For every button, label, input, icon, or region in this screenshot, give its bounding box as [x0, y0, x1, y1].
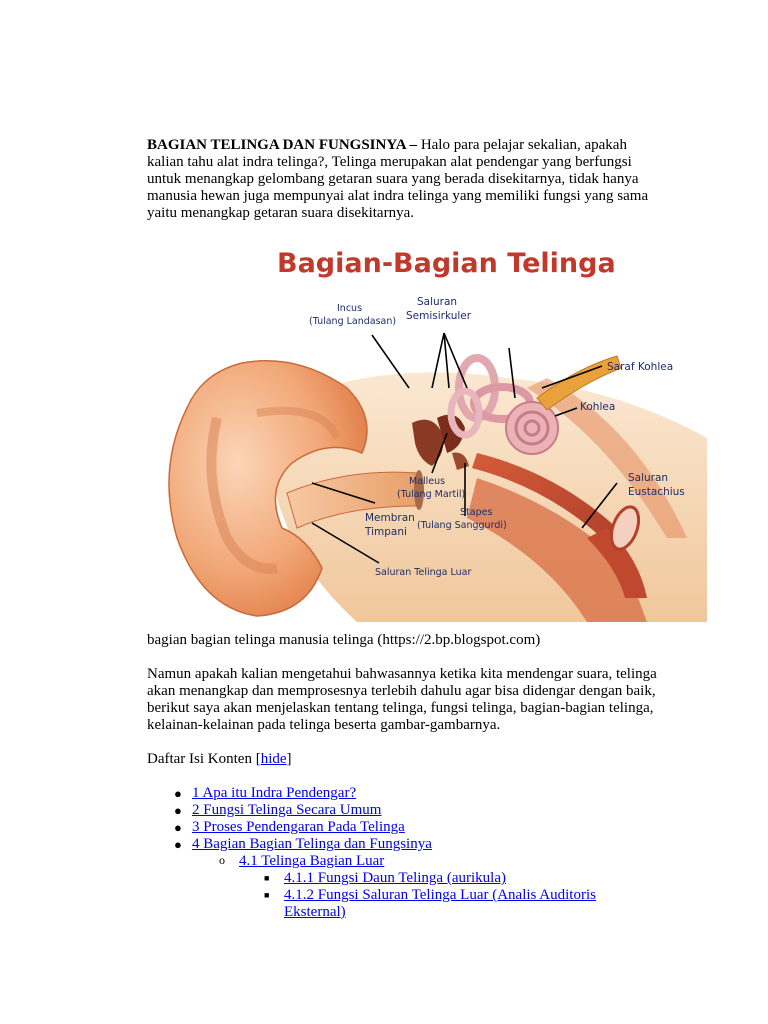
figure-title: Bagian-Bagian Telinga	[277, 248, 616, 279]
toc-list	[147, 785, 707, 921]
bullet-disc-icon: ●	[174, 803, 182, 818]
toc-heading	[147, 751, 707, 768]
label-membran-2: Timpani	[365, 526, 407, 538]
figure-caption: bagian bagian telinga manusia telinga (https://2.bp.blogspot.com)	[147, 632, 541, 648]
bullet-disc-icon: ●	[174, 786, 182, 801]
toc-item	[147, 802, 707, 819]
intro-paragraph	[147, 137, 667, 222]
bullet-square-icon: ■	[264, 890, 270, 900]
label-incus: Incus	[337, 303, 363, 314]
label-eustachius-2: Eustachius	[628, 486, 685, 498]
toc-label: Daftar Isi Konten [	[147, 751, 261, 767]
label-stapes-sub: (Tulang Sanggurdi)	[417, 520, 507, 531]
intro-text: Halo para pelajar sekalian, apakah kalian tahu alat indra telinga?, Telinga merupakan alat pendengar yang berfungsi untuk menangkap gelombang getaran suara yang berada disekitarnya, tidak hanya manusia hewan juga mempunyai alat indra telinga yang memiliki fungsi yang sama yaitu menangkap getaran suara disekitarnya.	[147, 137, 649, 221]
toc-link-4-1[interactable]: 4.1 Telinga Bagian Luar	[239, 853, 385, 869]
bullet-disc-icon: ●	[174, 837, 182, 852]
label-eustachius-1: Saluran	[628, 472, 669, 484]
toc-sublist	[192, 853, 707, 921]
ear-anatomy-figure	[147, 238, 707, 622]
bullet-circle-icon: o	[219, 853, 225, 867]
toc-subsubitem	[239, 887, 624, 921]
label-saluran-luar: Saluran Telinga Luar	[375, 567, 472, 578]
toc-label-close: ]	[286, 751, 292, 767]
intro-lead: BAGIAN TELINGA DAN FUNGSINYA –	[147, 137, 418, 153]
toc-item	[147, 819, 707, 836]
toc-link-2[interactable]: 2 Fungsi Telinga Secara Umum	[192, 802, 382, 818]
toc-subitem	[192, 853, 707, 921]
label-malleus: Malleus	[409, 476, 446, 487]
toc-item	[147, 836, 707, 921]
label-saluran-semi-1: Saluran	[417, 296, 458, 308]
toc-hide-link[interactable]: hide	[260, 751, 287, 767]
toc-subsubitem	[239, 870, 624, 887]
bullet-square-icon: ■	[264, 873, 270, 883]
toc-link-4[interactable]: 4 Bagian Bagian Telinga dan Fungsinya	[192, 836, 432, 852]
label-membran-1: Membran	[365, 512, 415, 524]
toc-subsublist	[239, 870, 707, 921]
toc-item	[147, 785, 707, 802]
label-saluran-semi-2: Semisirkuler	[406, 310, 472, 322]
toc-link-4-1-1[interactable]: 4.1.1 Fungsi Daun Telinga (aurikula)	[284, 870, 506, 886]
toc-link-3[interactable]: 3 Proses Pendengaran Pada Telinga	[192, 819, 405, 835]
label-incus-sub: (Tulang Landasan)	[309, 316, 397, 327]
body-paragraph: Namun apakah kalian mengetahui bahwasannya ketika kita mendengar suara, telinga akan menangkap dan memprosesnya terlebih dahulu agar bisa didengar dengan baik, berikut saya akan menjelaskan tentang telinga, fungsi telinga, bagian-bagian telinga, kelainan-kelainan pada telinga beserta gambar-gambarnya.	[147, 666, 657, 733]
ear-diagram	[147, 238, 707, 622]
document-page	[147, 137, 707, 921]
label-stapes: Stapes	[460, 507, 493, 518]
label-kohlea: Kohlea	[580, 401, 616, 413]
bullet-disc-icon: ●	[174, 820, 182, 835]
toc-link-1[interactable]: 1 Apa itu Indra Pendengar?	[192, 785, 357, 801]
label-saraf-kohlea: Saraf Kohlea	[607, 361, 674, 373]
label-malleus-sub: (Tulang Martil)	[397, 489, 466, 500]
cochlea	[506, 402, 558, 454]
toc-link-4-1-2[interactable]: 4.1.2 Fungsi Saluran Telinga Luar (Analis Auditoris Eksternal)	[284, 887, 596, 920]
